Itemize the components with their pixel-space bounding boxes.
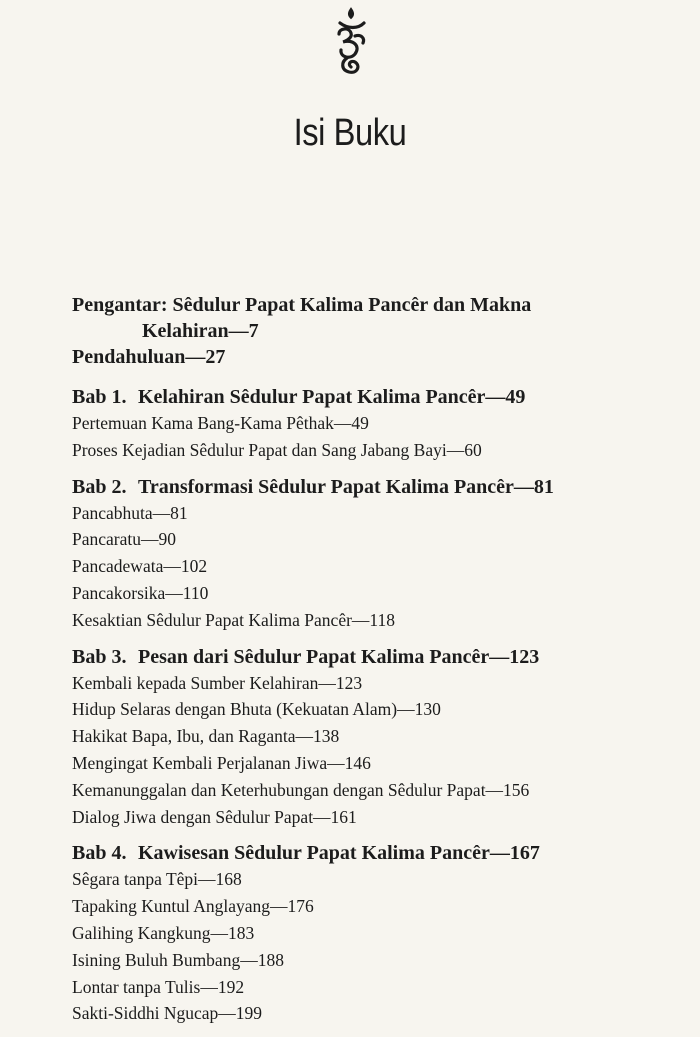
toc-item[interactable]: Tapaking Kuntul Anglayang—176 bbox=[72, 896, 314, 917]
toc-item[interactable]: Hidup Selaras dengan Bhuta (Kekuatan Alam)—130 bbox=[72, 699, 441, 720]
toc-item[interactable]: Sakti-Siddhi Ngucap—199 bbox=[72, 1003, 263, 1024]
table-of-contents bbox=[72, 292, 672, 1027]
chapter-2 bbox=[72, 474, 672, 634]
toc-item[interactable]: Pancabhuta—81 bbox=[72, 502, 188, 523]
page-title: Isi Buku bbox=[293, 112, 407, 154]
toc-item[interactable]: Pancakorsika—110 bbox=[72, 582, 209, 603]
toc-item[interactable]: Hakikat Bapa, Ibu, dan Raganta—138 bbox=[72, 726, 340, 747]
toc-item[interactable]: Kesaktian Sêdulur Papat Kalima Pancêr—118 bbox=[72, 609, 396, 630]
chapter-heading[interactable] bbox=[72, 644, 672, 670]
toc-item[interactable]: Lontar tanpa Tulis—192 bbox=[72, 976, 245, 997]
chapter-number: Bab 2. bbox=[72, 475, 127, 498]
toc-front-entry-1[interactable] bbox=[72, 292, 672, 344]
toc-item[interactable]: Sêgara tanpa Têpi—168 bbox=[72, 869, 242, 890]
toc-item[interactable]: Pertemuan Kama Bang-Kama Pêthak—49 bbox=[72, 413, 369, 433]
toc-line: Pengantar: Sêdulur Papat Kalima Pancêr dan Makna bbox=[72, 294, 532, 316]
toc-front-entry-2[interactable]: Pendahuluan—27 bbox=[72, 346, 226, 368]
toc-item[interactable]: Mengingat Kembali Perjalanan Jiwa—146 bbox=[72, 752, 371, 773]
chapter-4 bbox=[72, 840, 672, 1027]
chapter-number: Bab 4. bbox=[72, 842, 127, 865]
chapter-number: Bab 3. bbox=[72, 645, 127, 668]
toc-item[interactable]: Galihing Kangkung—183 bbox=[72, 922, 255, 943]
chapter-title: Transformasi Sêdulur Papat Kalima Pancêr—81 bbox=[138, 475, 554, 498]
chapter-heading[interactable] bbox=[72, 474, 672, 500]
toc-item[interactable]: Kembali kepada Sumber Kelahiran—123 bbox=[72, 672, 363, 693]
chapter-heading[interactable] bbox=[72, 840, 672, 866]
toc-item[interactable]: Proses Kejadian Sêdulur Papat dan Sang Jabang Bayi—60 bbox=[72, 439, 482, 460]
chapter-title: Kelahiran Sêdulur Papat Kalima Pancêr—49 bbox=[138, 386, 526, 408]
toc-item[interactable]: Dialog Jiwa dengan Sêdulur Papat—161 bbox=[72, 806, 357, 827]
toc-item[interactable]: Pancaratu—90 bbox=[72, 529, 176, 550]
chapter-title: Pesan dari Sêdulur Papat Kalima Pancêr—123 bbox=[138, 645, 540, 668]
chapter-heading[interactable] bbox=[72, 384, 672, 410]
toc-item[interactable]: Kemanunggalan dan Keterhubungan dengan Sêdulur Papat—156 bbox=[72, 779, 530, 800]
toc-item[interactable]: Isining Buluh Bumbang—188 bbox=[72, 949, 284, 970]
toc-item[interactable]: Pancadewata—102 bbox=[72, 556, 208, 577]
chapter-title: Kawisesan Sêdulur Papat Kalima Pancêr—167 bbox=[138, 842, 540, 865]
toc-line: Kelahiran—7 bbox=[142, 320, 259, 342]
chapter-number: Bab 1. bbox=[72, 386, 127, 408]
chapter-3 bbox=[72, 644, 672, 831]
om-symbol-icon bbox=[325, 6, 375, 86]
chapter-1 bbox=[72, 384, 672, 464]
